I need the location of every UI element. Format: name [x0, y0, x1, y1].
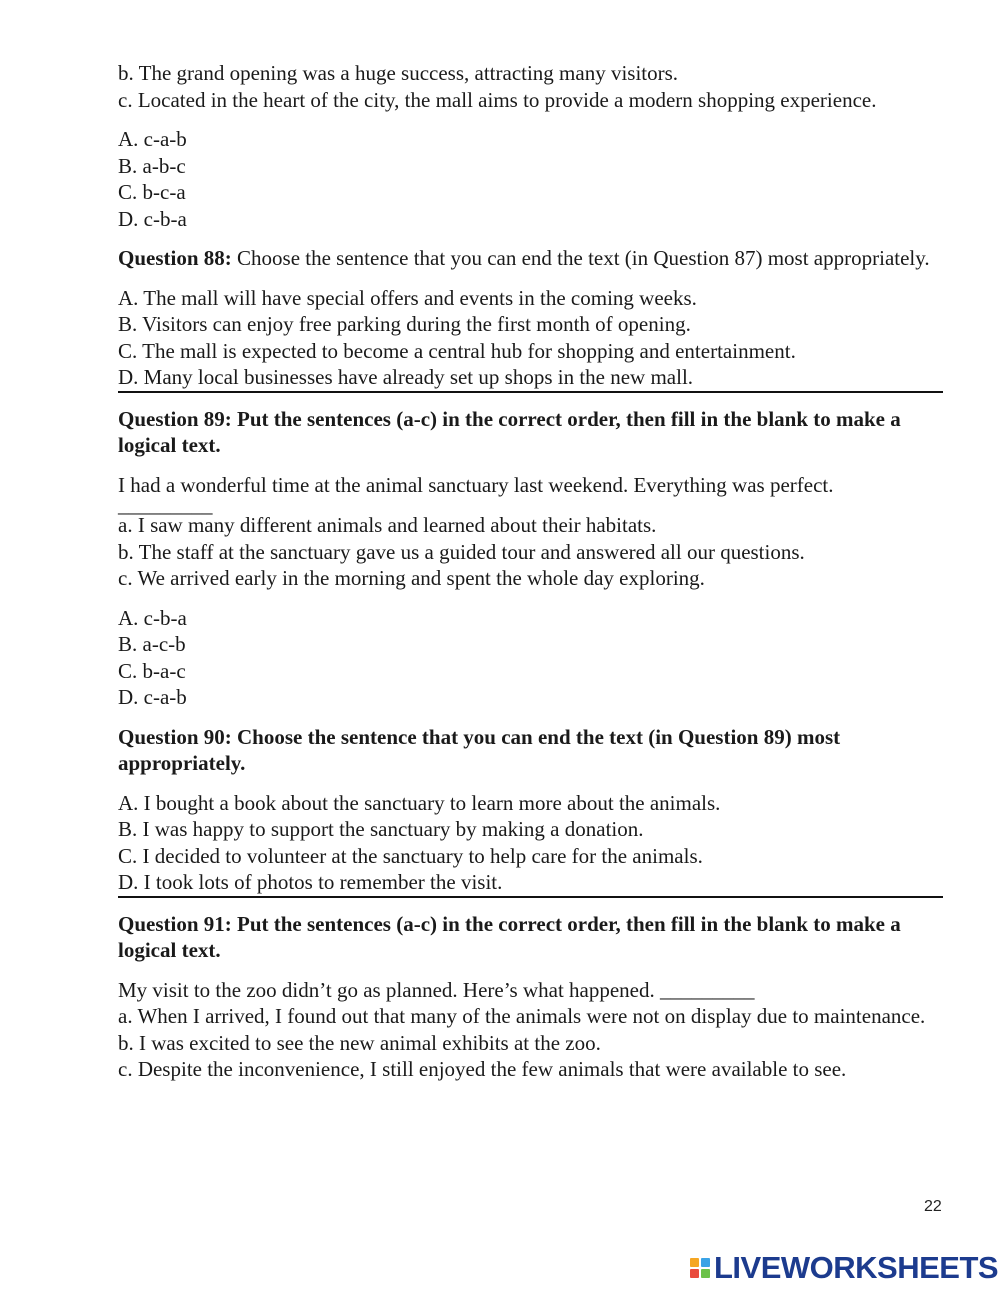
logo-square: [701, 1258, 710, 1267]
brand-name: LIVEWORKSHEETS: [714, 1249, 999, 1285]
question-88-prompt: [118, 245, 943, 272]
option-a[interactable]: A. I bought a book about the sanctuary to learn more about the animals.: [118, 790, 721, 815]
liveworksheets-logo[interactable]: [690, 1250, 998, 1286]
option-a[interactable]: A. The mall will have special offers and events in the coming weeks.: [118, 285, 697, 310]
worksheet-content: [118, 60, 943, 1096]
question-91-text: [118, 977, 943, 1083]
option-c[interactable]: C. The mall is expected to become a central hub for shopping and entertainment.: [118, 338, 796, 363]
sentence-c: c. Located in the heart of the city, the mall aims to provide a modern shopping experience.: [118, 87, 877, 112]
option-a[interactable]: A. c-a-b: [118, 127, 187, 151]
option-d[interactable]: D. c-b-a: [118, 206, 187, 231]
question-87-options: [118, 126, 943, 232]
sentence-c: c. Despite the inconvenience, I still enjoyed the few animals that were available to see.: [118, 1057, 847, 1081]
sentence-a: a. I saw many different animals and learned about their habitats.: [118, 513, 657, 537]
option-b[interactable]: B. a-c-b: [118, 632, 186, 656]
option-d[interactable]: D. Many local businesses have already set up shops in the new mall.: [118, 365, 694, 389]
option-d[interactable]: D. I took lots of photos to remember the visit.: [118, 870, 503, 894]
answer-blank[interactable]: _________: [118, 493, 213, 517]
logo-square: [701, 1269, 710, 1278]
sentence-b: b. I was excited to see the new animal exhibits at the zoo.: [118, 1030, 601, 1055]
logo-square: [690, 1258, 699, 1267]
page-number: 22: [924, 1198, 942, 1215]
option-c[interactable]: C. b-c-a: [118, 180, 186, 204]
question-91-heading: Question 91: Put the sentences (a-c) in the correct order, then fill in the blank to make a logical text.: [118, 911, 901, 962]
option-a[interactable]: A. c-b-a: [118, 605, 187, 630]
option-b[interactable]: B. a-b-c: [118, 153, 186, 178]
option-b[interactable]: B. I was happy to support the sanctuary by making a donation.: [118, 817, 644, 841]
question-89-options: [118, 605, 943, 711]
logo-squares-icon: [690, 1258, 710, 1278]
sentence-b: b. The staff at the sanctuary gave us a guided tour and answered all our questions.: [118, 539, 805, 564]
question-88-text: Choose the sentence that you can end the text (in Question 87) most appropriately.: [231, 246, 930, 270]
question-89-text: [118, 472, 943, 592]
question-90-options: [118, 790, 943, 898]
option-b[interactable]: B. Visitors can enjoy free parking during the first month of opening.: [118, 312, 691, 336]
question-89-heading: Question 89: Put the sentences (a-c) in the correct order, then fill in the blank to make a logical text.: [118, 406, 901, 457]
logo-square: [690, 1269, 699, 1278]
question-87-sentences: [118, 60, 943, 113]
question-88-options: [118, 285, 943, 393]
option-c[interactable]: C. b-a-c: [118, 658, 186, 683]
sentence-a: a. When I arrived, I found out that many of the animals were not on display due to maintenance.: [118, 1004, 926, 1028]
option-d[interactable]: D. c-a-b: [118, 685, 187, 709]
question-90-heading: Question 90: Choose the sentence that you can end the text (in Question 89) most appropriately.: [118, 724, 841, 775]
sentence-c: c. We arrived early in the morning and spent the whole day exploring.: [118, 566, 705, 590]
question-88-label: Question 88:: [118, 246, 232, 270]
option-c[interactable]: C. I decided to volunteer at the sanctuary to help care for the animals.: [118, 843, 703, 868]
question-89-intro: I had a wonderful time at the animal sanctuary last weekend. Everything was perfect.: [118, 472, 834, 497]
question-91-intro: My visit to the zoo didn’t go as planned. Here’s what happened. _________: [118, 977, 755, 1002]
sentence-b: b. The grand opening was a huge success, attracting many visitors.: [118, 61, 679, 85]
